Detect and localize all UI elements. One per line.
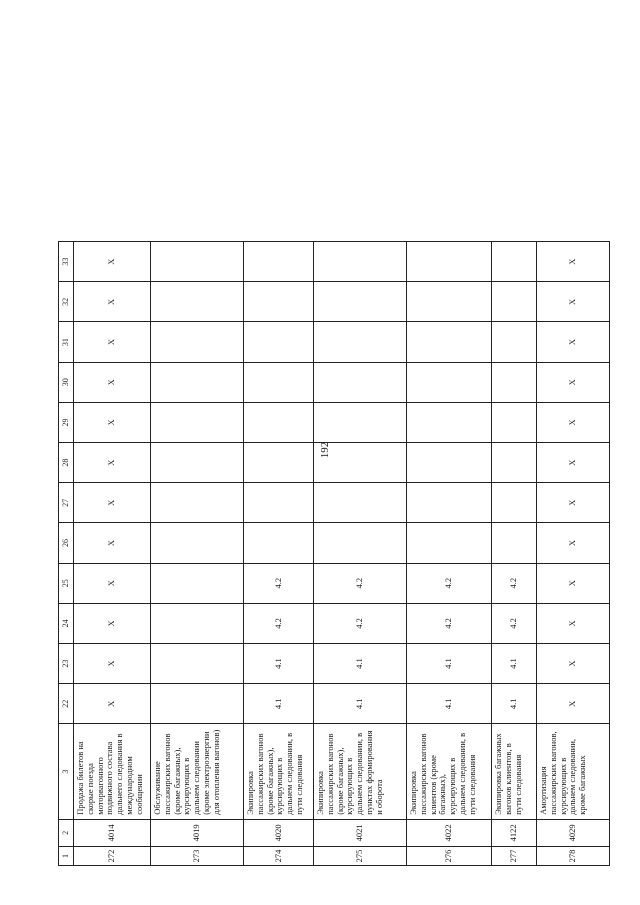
- table-cell: [151, 242, 244, 282]
- table-row: [407, 242, 492, 866]
- table-cell: [151, 523, 244, 563]
- table-cell: 4.2: [314, 603, 407, 643]
- table-cell: X: [537, 242, 610, 282]
- table-cell: [244, 242, 314, 282]
- table-cell: [492, 483, 537, 523]
- table-cell: X: [74, 402, 151, 442]
- table-cell: 4.2: [407, 563, 492, 603]
- table-cell: [407, 282, 492, 322]
- data-table: [58, 241, 595, 866]
- table-cell: 4.2: [492, 563, 537, 603]
- table-cell: 4.2: [244, 563, 314, 603]
- table-cell: X: [74, 563, 151, 603]
- table-cell: [314, 483, 407, 523]
- table-cell: [314, 443, 407, 483]
- row-number: 272: [74, 846, 151, 865]
- table-cell: X: [537, 322, 610, 362]
- table-cell: [407, 242, 492, 282]
- table-cell: [314, 523, 407, 563]
- row-code: 4022: [407, 819, 492, 846]
- row-number: 274: [244, 846, 314, 865]
- row-number: 277: [492, 846, 537, 865]
- header-row: [59, 242, 74, 866]
- page-number: 192: [319, 441, 331, 459]
- table-cell: X: [74, 362, 151, 402]
- table-cell: [407, 483, 492, 523]
- table-cell: X: [74, 322, 151, 362]
- row-description: Экипировка багажных вагонов клиентов, в пути следования: [492, 724, 537, 819]
- row-code: 4014: [74, 819, 151, 846]
- column-header: 25: [59, 563, 74, 603]
- column-header: 28: [59, 443, 74, 483]
- row-code: 4020: [244, 819, 314, 846]
- row-number: 275: [314, 846, 407, 865]
- table-row: [537, 242, 610, 866]
- row-description: Экипировка пассажирских вагонов (кроме багажных), курсирующих в дальнем следовании, в пути следования: [244, 724, 314, 819]
- table-cell: [492, 282, 537, 322]
- table-cell: 4.1: [244, 643, 314, 683]
- row-description: Обслуживание пассажирских вагонов (кроме багажных), курсирующих в дальнем следовании (кроме электроэнергии для отопления вагонов): [151, 724, 244, 819]
- table-cell: X: [74, 603, 151, 643]
- column-header: 31: [59, 322, 74, 362]
- row-description: Экипировка пассажирских вагонов клиентов (кроме багажных), курсирующих в дальнем следовании, в пути следования: [407, 724, 492, 819]
- table-cell: [151, 563, 244, 603]
- table-cell: [244, 282, 314, 322]
- table-cell: [314, 322, 407, 362]
- table-cell: [151, 322, 244, 362]
- table-cell: [407, 523, 492, 563]
- row-description: Амортизация пассажирских вагонов, курсирующих в дальнем следовании, кроме багажных: [537, 724, 610, 819]
- table-cell: 4.1: [314, 684, 407, 724]
- table-cell: X: [537, 443, 610, 483]
- table-row: [314, 242, 407, 866]
- table-cell: [314, 362, 407, 402]
- table-row: [244, 242, 314, 866]
- table-cell: [151, 483, 244, 523]
- table-cell: 4.1: [407, 643, 492, 683]
- table-cell: [492, 242, 537, 282]
- table-cell: X: [537, 402, 610, 442]
- table-cell: [151, 402, 244, 442]
- table-cell: X: [537, 282, 610, 322]
- table-cell: X: [74, 443, 151, 483]
- table-cell: X: [537, 523, 610, 563]
- table-cell: [492, 402, 537, 442]
- table-cell: [151, 643, 244, 683]
- row-number: 276: [407, 846, 492, 865]
- table-cell: 4.2: [407, 603, 492, 643]
- column-header: 3: [59, 724, 74, 819]
- table-cell: [151, 603, 244, 643]
- table-cell: 4.2: [314, 563, 407, 603]
- row-code: 4019: [151, 819, 244, 846]
- table-cell: X: [537, 362, 610, 402]
- table-cell: [244, 402, 314, 442]
- column-header: 23: [59, 643, 74, 683]
- table-cell: X: [537, 483, 610, 523]
- table-cell: [244, 362, 314, 402]
- table-cell: X: [537, 643, 610, 683]
- table-cell: 4.1: [314, 643, 407, 683]
- table-cell: [407, 362, 492, 402]
- column-header: 2: [59, 819, 74, 846]
- table-cell: [492, 523, 537, 563]
- row-code: 4021: [314, 819, 407, 846]
- table-row: [74, 242, 151, 866]
- column-header: 32: [59, 282, 74, 322]
- column-header: 30: [59, 362, 74, 402]
- column-header: 1: [59, 846, 74, 865]
- table-cell: [151, 282, 244, 322]
- table-cell: 4.2: [492, 603, 537, 643]
- table-cell: [244, 523, 314, 563]
- table-cell: 4.1: [492, 684, 537, 724]
- table-cell: X: [74, 643, 151, 683]
- table-cell: X: [74, 684, 151, 724]
- row-number: 278: [537, 846, 610, 865]
- table-cell: [407, 322, 492, 362]
- table-row: [151, 242, 244, 866]
- row-code: 4029: [537, 819, 610, 846]
- table-cell: [244, 443, 314, 483]
- table-cell: X: [74, 242, 151, 282]
- table-cell: X: [537, 684, 610, 724]
- column-header: 26: [59, 523, 74, 563]
- table-cell: [314, 402, 407, 442]
- table-cell: [151, 443, 244, 483]
- row-description: Экипировка пассажирских вагонов (кроме багажных), курсирующих в дальнем следовании, в пунктах формирования и оборота: [314, 724, 407, 819]
- table-cell: X: [537, 563, 610, 603]
- table-cell: [492, 443, 537, 483]
- table-cell: 4.2: [244, 603, 314, 643]
- column-header: 24: [59, 603, 74, 643]
- table-cell: 4.1: [407, 684, 492, 724]
- column-header: 29: [59, 402, 74, 442]
- table-cell: [151, 684, 244, 724]
- table-cell: X: [74, 282, 151, 322]
- table-cell: [407, 443, 492, 483]
- table-cell: [314, 242, 407, 282]
- row-description: Продажа билетов на скорые поезда моторвагонного подвижного состава дальнего следования в международном сообщении: [74, 724, 151, 819]
- table-cell: [244, 483, 314, 523]
- row-number: 273: [151, 846, 244, 865]
- table-cell: X: [537, 603, 610, 643]
- table-cell: 4.1: [492, 643, 537, 683]
- table-cell: [407, 402, 492, 442]
- table-cell: X: [74, 523, 151, 563]
- table-row: [492, 242, 537, 866]
- table-cell: [492, 362, 537, 402]
- table-cell: [492, 322, 537, 362]
- table-cell: X: [74, 483, 151, 523]
- column-header: 22: [59, 684, 74, 724]
- column-header: 33: [59, 242, 74, 282]
- row-code: 4122: [492, 819, 537, 846]
- table-cell: [244, 322, 314, 362]
- column-header: 27: [59, 483, 74, 523]
- table-cell: [151, 362, 244, 402]
- table-cell: 4.1: [244, 684, 314, 724]
- table-cell: [314, 282, 407, 322]
